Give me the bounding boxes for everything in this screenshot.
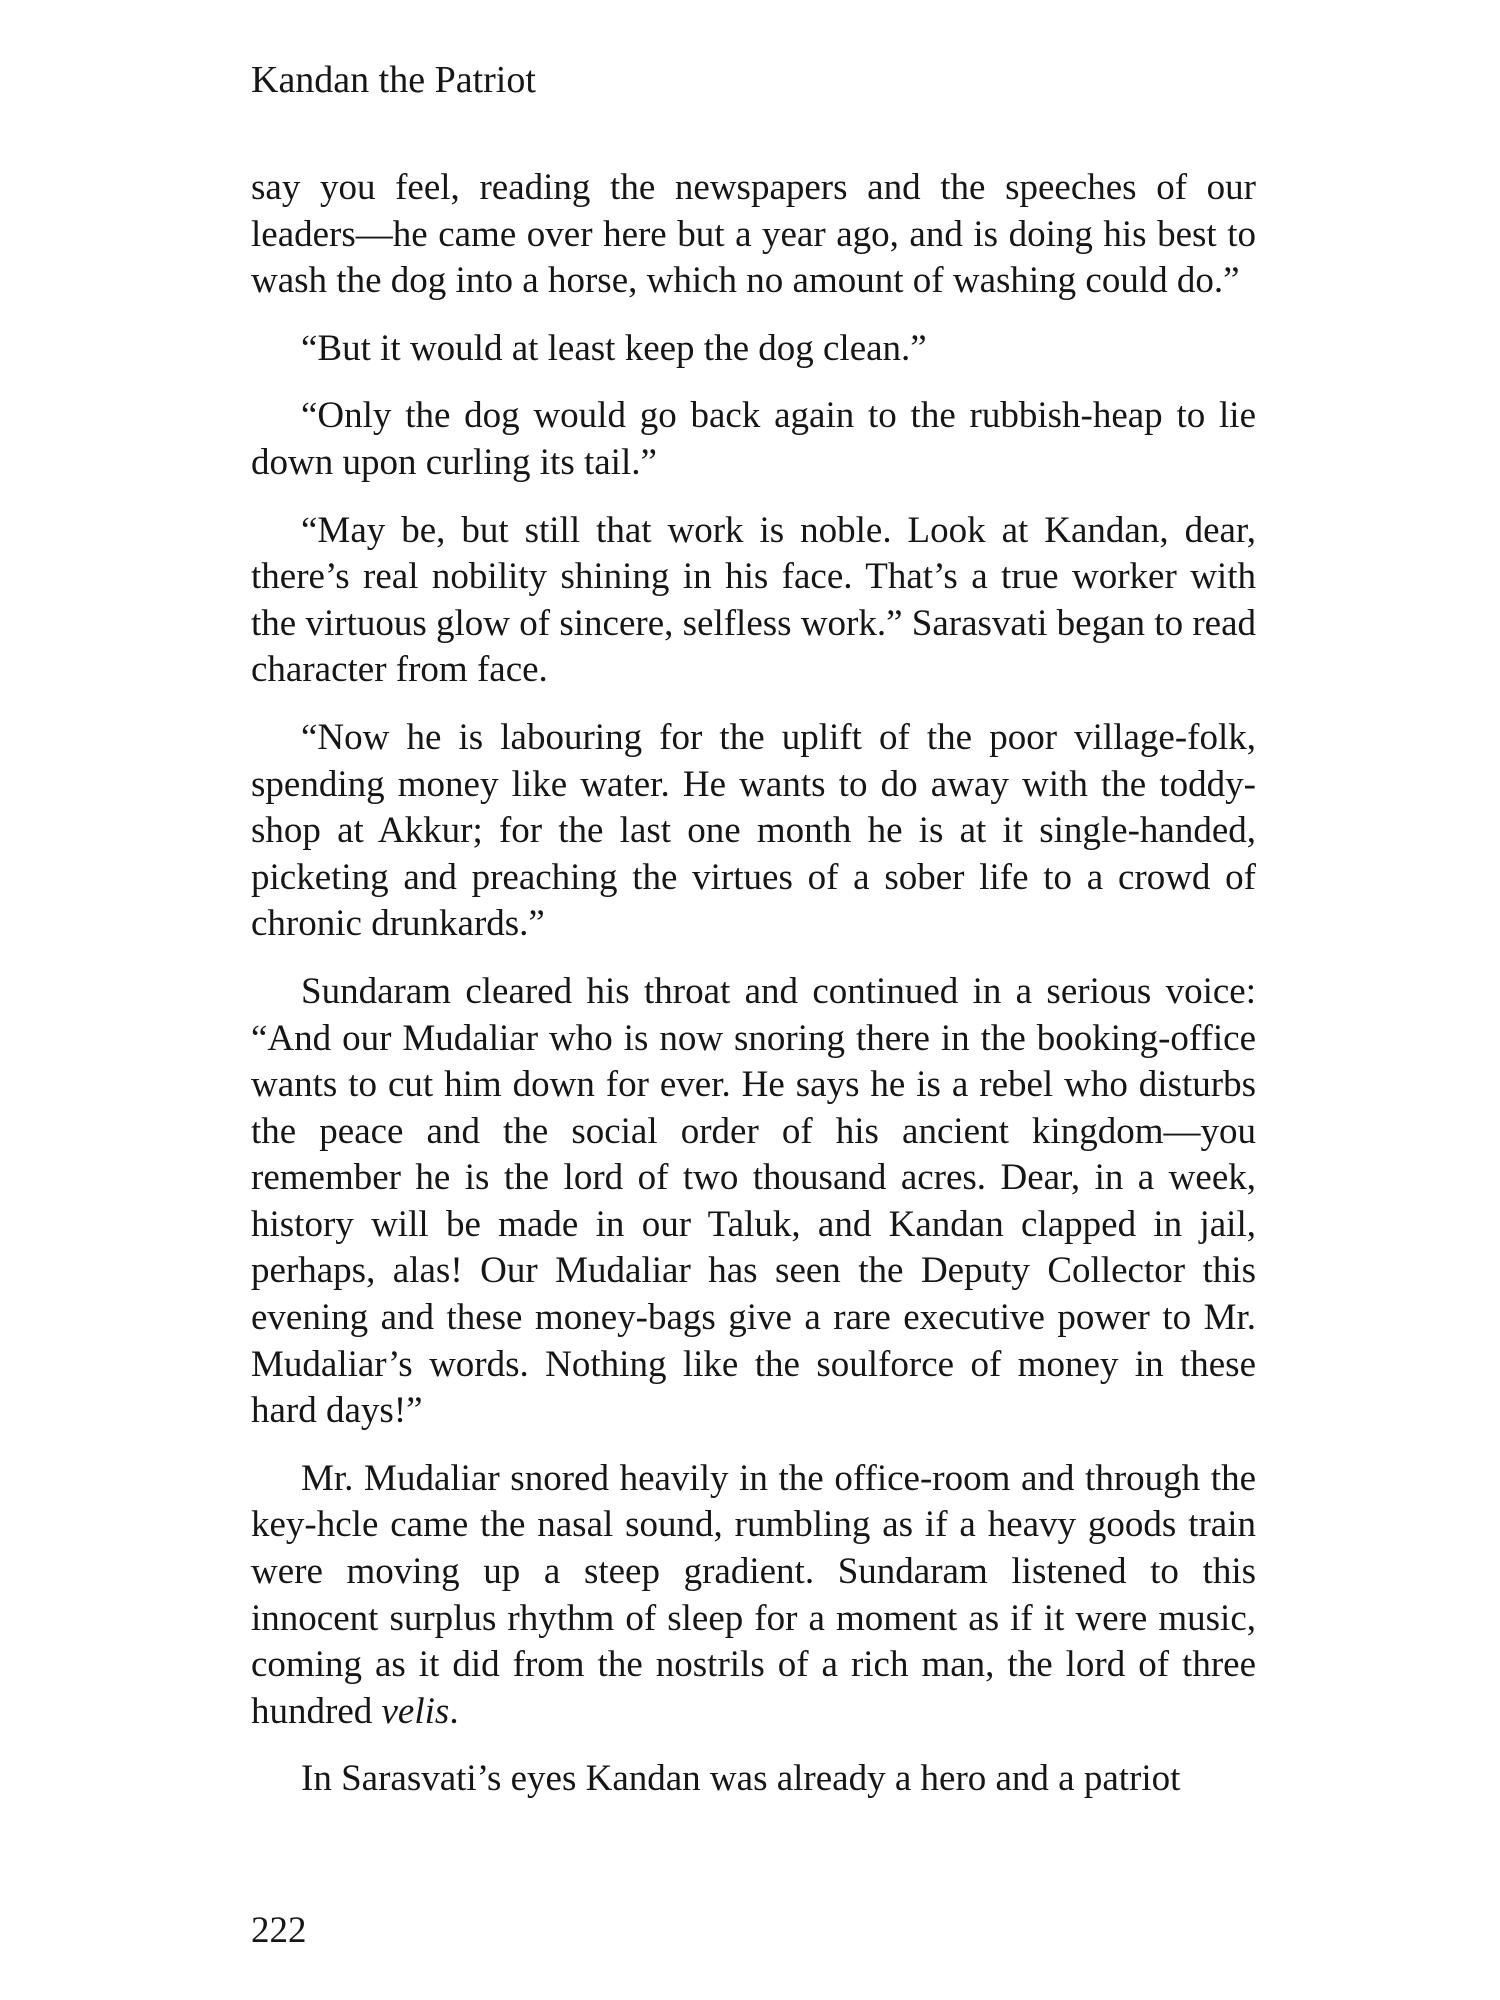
- paragraph-1: say you feel, reading the newspapers and the speeches of our leaders—he came over here but a year ago, and is doing his best to wash the dog into a horse, which no amount of washing could do.”: [251, 167, 1256, 302]
- paragraph-3: “Only the dog would go back again to the rubbish-heap to lie down upon curling its tail.”: [251, 395, 1256, 483]
- page-number: 222: [251, 1910, 307, 1951]
- paragraph-5: “Now he is labouring for the uplift of the poor village-folk, spending money like water. He wants to do away with the toddy-shop at Akkur; for the last one month he is at it single-handed, picketing and preaching the virtues of a sober life to a crowd of chronic drunkards.”: [251, 716, 1256, 945]
- body-text: [251, 165, 1256, 1803]
- paragraph-8: In Sarasvati’s eyes Kandan was already a hero and a patriot: [301, 1758, 1181, 1800]
- paragraph-4: “May be, but still that work is noble. Look at Kandan, dear, there’s real nobility shining in his face. That’s a true worker with the virtuous glow of sincere, selfless work.” Sarasvati began to read character from face.: [251, 509, 1256, 691]
- italic-term-velis: velis: [381, 1690, 450, 1732]
- running-head-title: Kandan the Patriot: [251, 59, 536, 101]
- paragraph-7-text: Mr. Mudaliar snored heavily in the office-room and through the key-hcle came the nasal sound, rumbling as if a heavy goods train were moving up a steep gradient. Sundaram listened to this innocent surplus rhythm of sleep for a moment as if it were music, coming as it did from the nostrils of a rich man, the lord of three hundred: [251, 1457, 1256, 1732]
- paragraph-6: Sundaram cleared his throat and continued in a serious voice: “And our Mudaliar who is now snoring there in the booking-office wants to cut him down for ever. He says he is a rebel who disturbs the peace and the social order of his ancient kingdom—you remember he is the lord of two thousand acres. Dear, in a week, history will be made in our Taluk, and Kandan clapped in jail, perhaps, alas! Our Mudaliar has seen the Deputy Collector this evening and these money-bags give a rare executive power to Mr. Mudaliar’s words. Nothing like the soulforce of money in these hard days!”: [251, 970, 1256, 1432]
- paragraph-7: [251, 1456, 1256, 1736]
- paragraph-7-end: .: [449, 1690, 459, 1732]
- paragraph-2: “But it would at least keep the dog clean.”: [301, 327, 927, 369]
